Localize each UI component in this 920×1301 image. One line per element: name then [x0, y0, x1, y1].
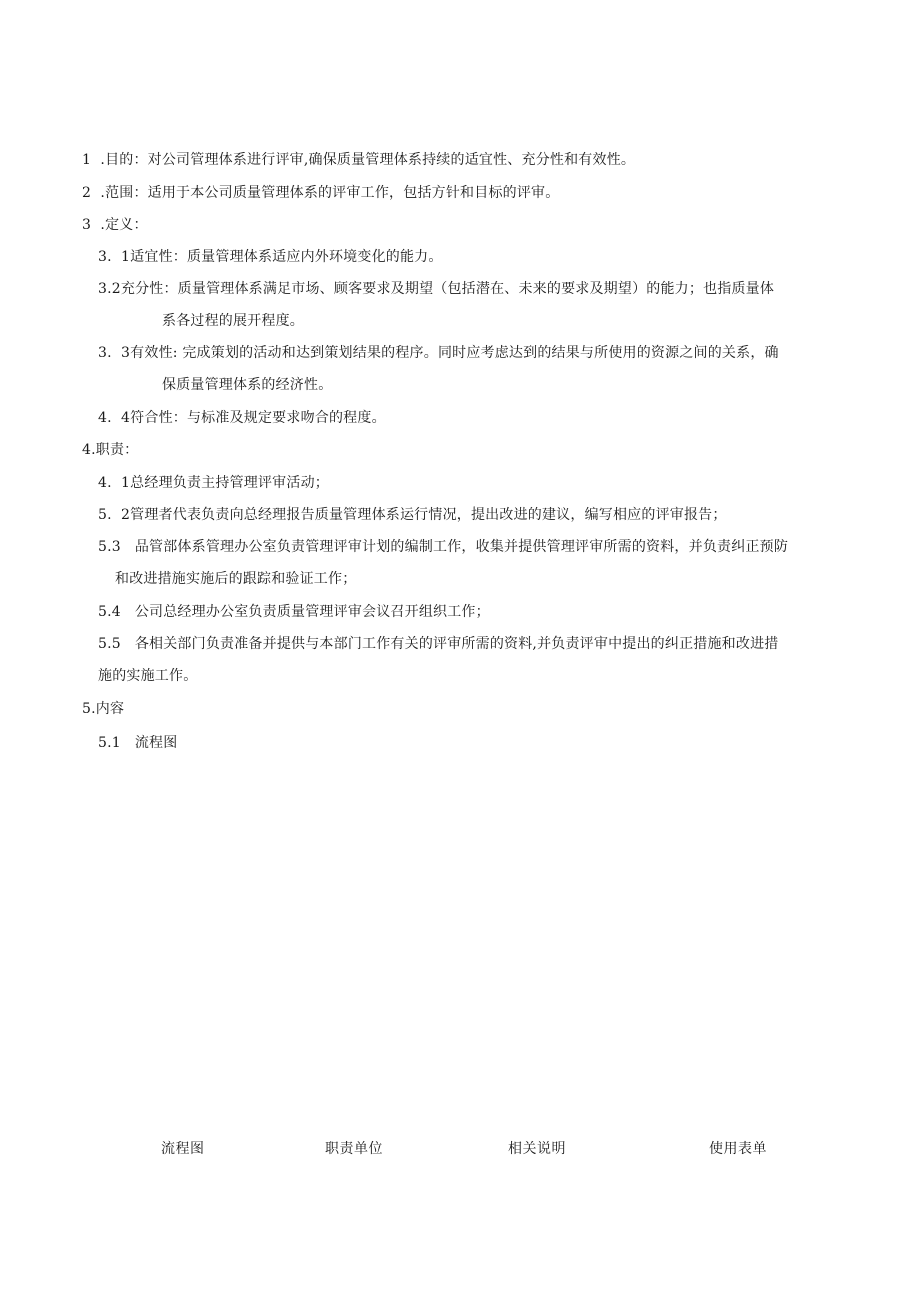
section-3-3-line2 — [162, 375, 332, 395]
section-3-4 — [98, 408, 386, 428]
section-3-definitions — [82, 215, 148, 235]
section-4-5-line1 — [98, 634, 778, 654]
section-text: 公司总经理办公室负责质量管理评审会议召开组织工作； — [134, 604, 490, 620]
section-number: 3. 3 — [98, 345, 131, 361]
section-text: 定义： — [105, 217, 148, 233]
section-5-content — [82, 699, 124, 719]
section-5-1 — [98, 733, 177, 753]
section-3-1 — [98, 247, 443, 267]
section-text: 和改进措施实施后的跟踪和验证工作； — [115, 571, 357, 587]
section-text: 总经理负责主持管理评审活动； — [130, 475, 329, 491]
section-4-4 — [98, 602, 490, 622]
section-1-purpose — [82, 150, 635, 170]
flow-header-related-notes: 相关说明 — [508, 1141, 566, 1157]
section-text: 管理者代表负责向总经理报告质量管理体系运行情况，提出改进的建议，编写相应的评审报告； — [130, 507, 727, 523]
section-4-3-line1 — [98, 537, 788, 557]
section-number: 4. 4 — [98, 410, 131, 426]
section-number: 3. 1 — [98, 249, 131, 265]
flow-header-responsible-unit: 职责单位 — [325, 1141, 383, 1157]
section-text: 目的：对公司管理体系进行评审,确保质量管理体系持续的适宜性、充分性和有效性。 — [105, 152, 636, 168]
section-text: 各相关部门负责准备并提供与本部门工作有关的评审所需的资料,并负责评审中提出的纠正措施和改进措 — [134, 636, 779, 652]
section-number: 4. — [82, 442, 96, 458]
section-4-2 — [98, 505, 727, 525]
section-number: 3 . — [82, 217, 106, 233]
section-number: 1 . — [82, 152, 106, 168]
section-text: 内容 — [95, 701, 125, 717]
section-text: 有效性: 完成策划的活动和达到策划结果的程序。同时应考虑达到的结果与所使用的资源之间的关系，确 — [130, 345, 779, 361]
flow-header-flowchart: 流程图 — [161, 1141, 205, 1157]
section-number: 5.4 — [98, 604, 135, 620]
section-text: 系各过程的展开程度。 — [162, 313, 304, 329]
section-number: 5. — [82, 701, 96, 717]
section-text: 适宜性：质量管理体系适应内外环境变化的能力。 — [130, 249, 443, 265]
section-text: 品管部体系管理办公室负责管理评审计划的编制工作，收集并提供管理评审所需的资料，并负责纠正预防 — [134, 539, 789, 555]
section-4-1 — [98, 473, 329, 493]
section-number: 5. 2 — [98, 507, 131, 523]
section-number: 5.5 — [98, 636, 135, 652]
section-3-2-line2 — [162, 311, 304, 331]
section-4-5-line2 — [98, 666, 197, 686]
section-number: 5.1 — [98, 735, 135, 751]
flow-header-forms-used: 使用表单 — [709, 1141, 767, 1157]
section-text: 范围：适用于本公司质量管理体系的评审工作，包括方针和目标的评审。 — [105, 185, 560, 201]
section-4-responsibilities — [82, 440, 138, 460]
section-text: 施的实施工作。 — [98, 668, 198, 684]
section-number: 5.3 — [98, 539, 135, 555]
section-4-3-line2 — [115, 569, 356, 589]
section-number: 4. 1 — [98, 475, 131, 491]
section-3-3-line1 — [98, 343, 779, 363]
section-text: 充分性：质量管理体系满足市场、顾客要求及期望（包括潜在、未来的要求及期望）的能力；也指质量体 — [120, 281, 775, 297]
section-2-scope — [82, 183, 559, 203]
flow-table-header — [0, 1138, 920, 1160]
section-number: 3.2 — [98, 281, 121, 297]
section-text: 保质量管理体系的经济性。 — [162, 377, 333, 393]
section-number: 2 . — [82, 185, 106, 201]
section-3-2-line1 — [98, 279, 774, 299]
section-text: 流程图 — [134, 735, 178, 751]
section-text: 职责： — [95, 442, 139, 458]
section-text: 符合性：与标准及规定要求吻合的程度。 — [130, 410, 386, 426]
